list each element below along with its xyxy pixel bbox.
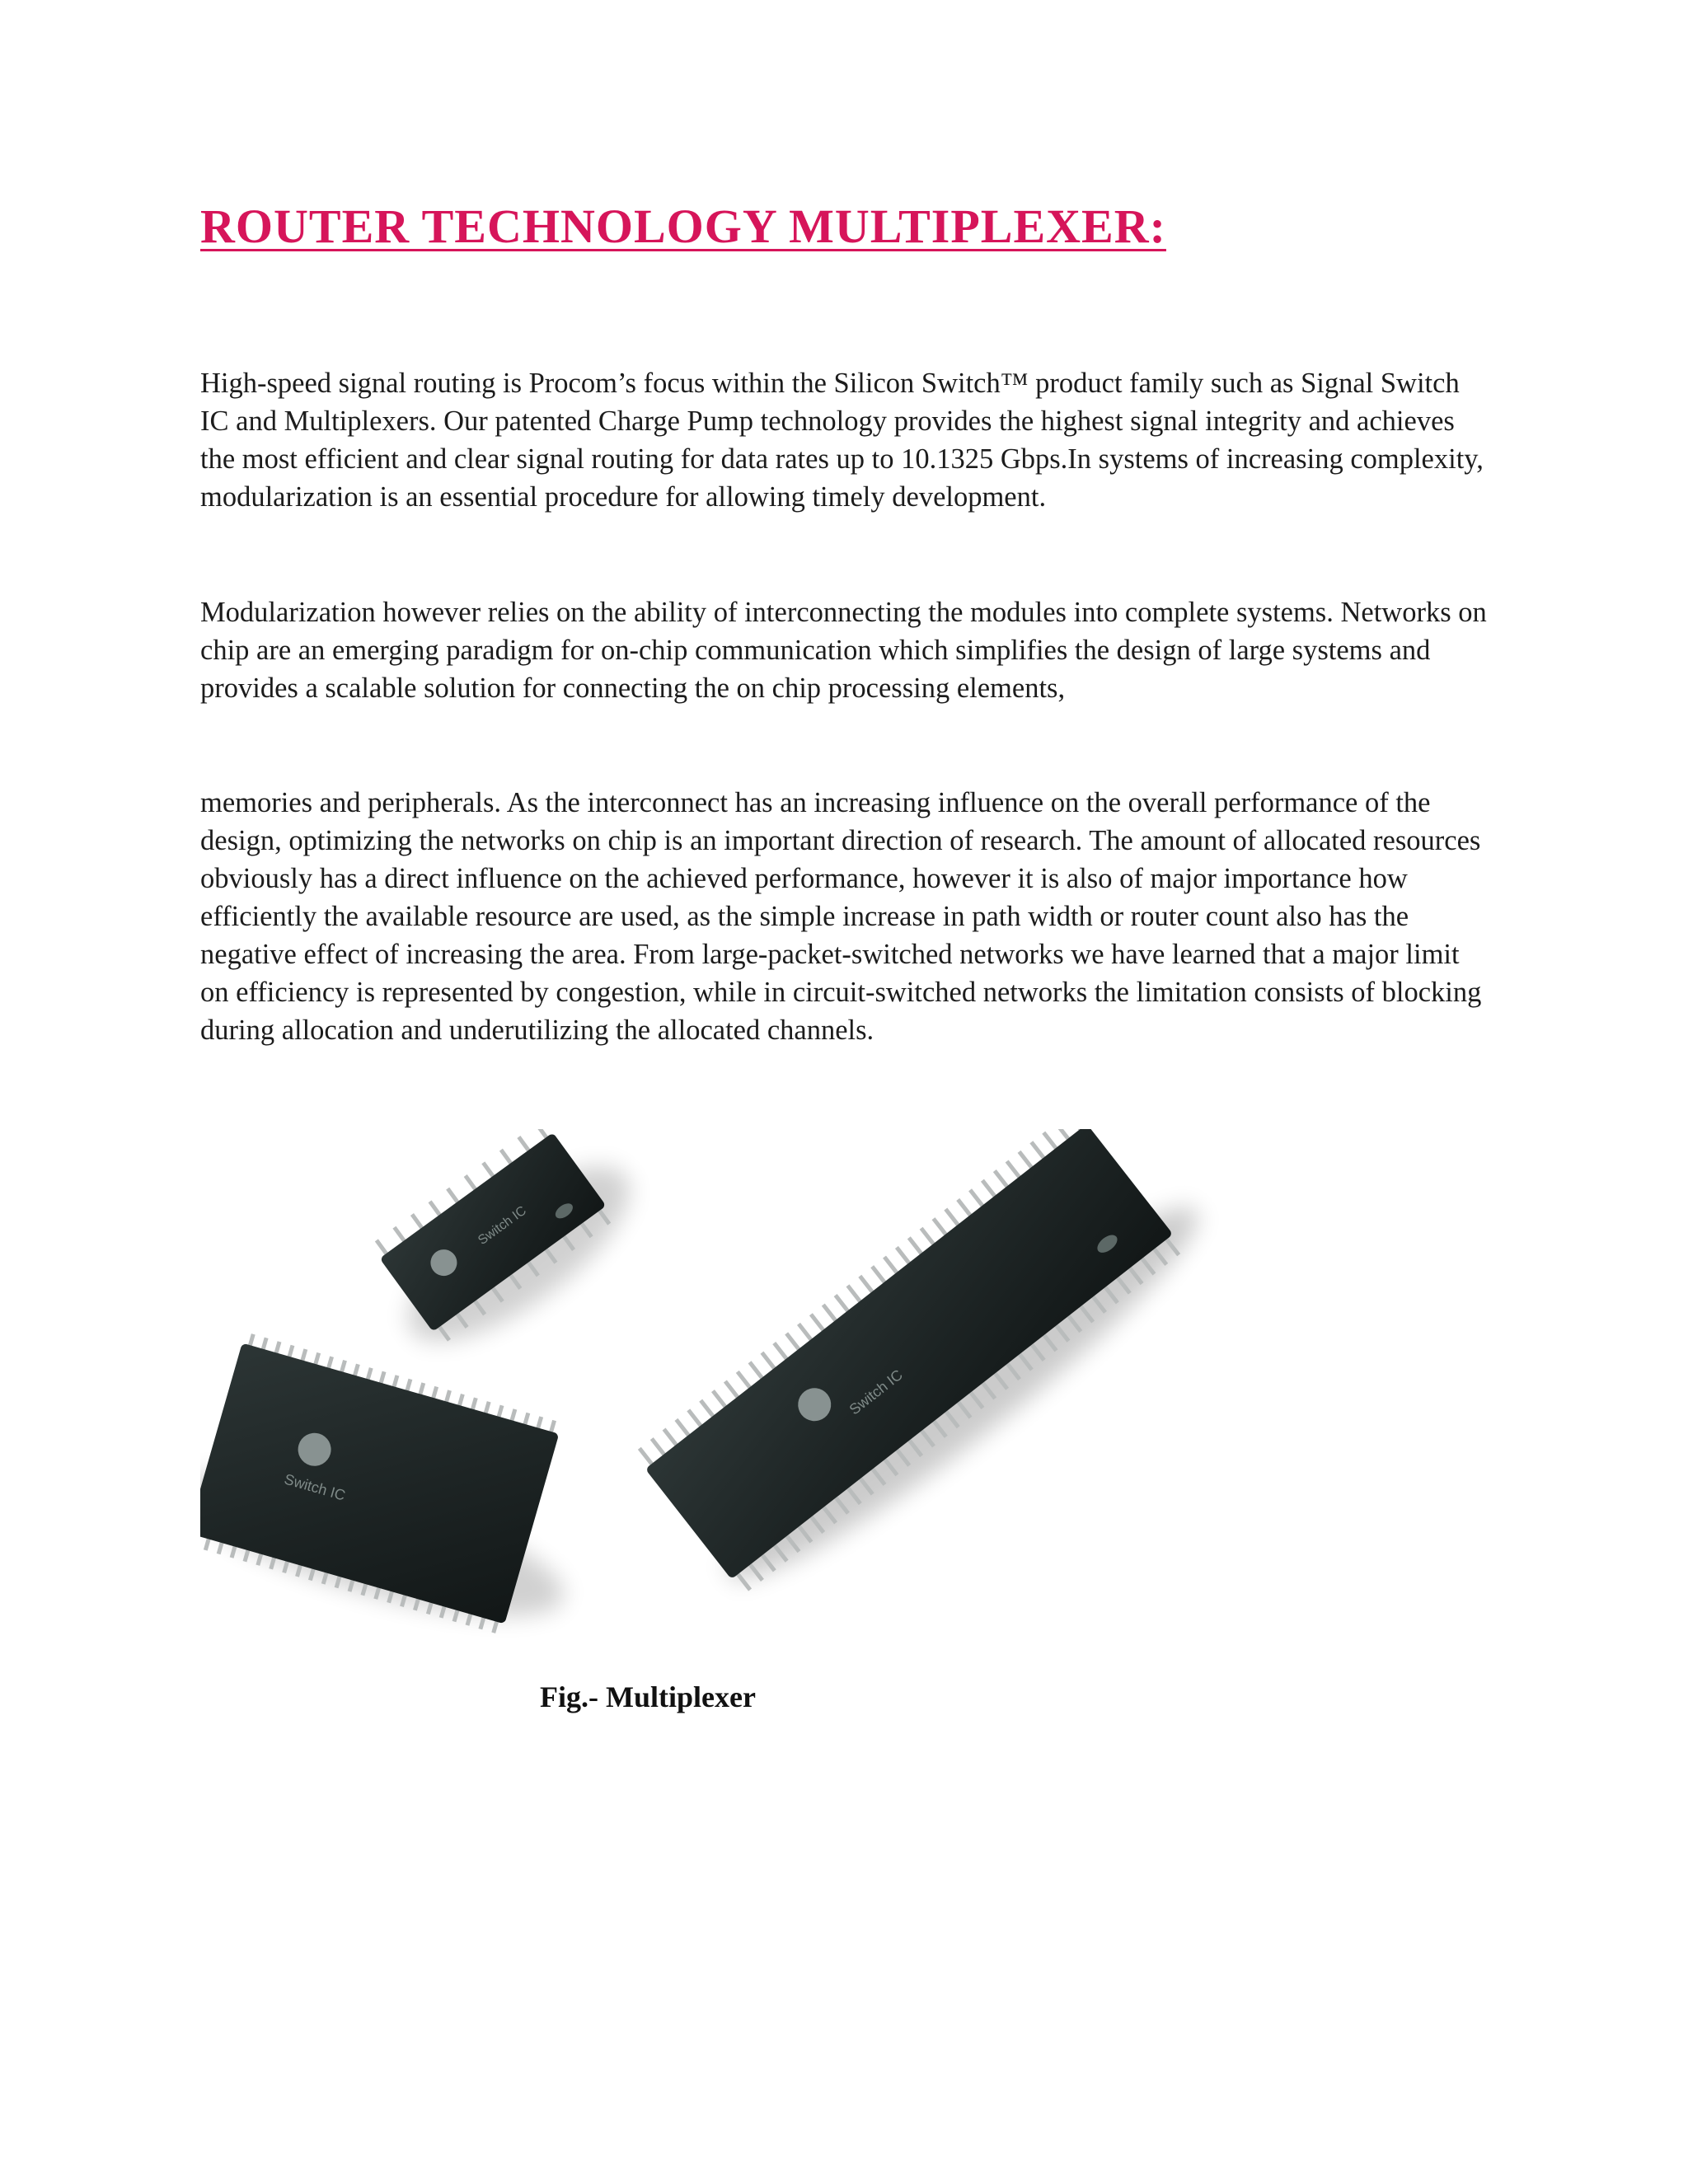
chip-pin bbox=[724, 1380, 740, 1399]
left-chip bbox=[200, 1328, 610, 1649]
chip-pin bbox=[663, 1428, 679, 1448]
chip-pin bbox=[638, 1447, 654, 1467]
figure-caption: Fig.- Multiplexer bbox=[540, 1680, 756, 1713]
chip-pin bbox=[772, 1342, 789, 1361]
chip-pin bbox=[650, 1437, 667, 1457]
chip-pin bbox=[822, 1304, 838, 1324]
paragraph-1: High-speed signal routing is Procom’s focus within the Silicon Switch™ product family such as Signal Switch IC and Multiplexers. Our patented Charge Pump technology provides the highest signal integrity and achieves the most efficient and clear signal routing for data rates up to 10.1325 Gbps.In systems of increasing complexity, modularization is an essential procedure for allowing timely development. bbox=[200, 368, 1484, 513]
page-heading: ROUTER TECHNOLOGY MULTIPLEXER: bbox=[200, 199, 1166, 253]
chip-pin bbox=[834, 1294, 851, 1314]
chip-pin bbox=[944, 1208, 960, 1228]
chip-pin bbox=[1018, 1151, 1034, 1170]
chip-pin bbox=[883, 1256, 899, 1276]
multiplexer-figure bbox=[200, 1129, 1354, 1657]
paragraph-2: Modularization however relies on the ability of interconnecting the modules into complete systems. Networks on chip are an emerging paradigm for on-chip communication which simplifies the design of large systems and provides a scalable solution for connecting the on chip processing elements, bbox=[200, 597, 1487, 704]
chip-label-large: Switch IC bbox=[846, 1366, 906, 1418]
chip-pin bbox=[809, 1313, 826, 1333]
chip-pin bbox=[687, 1408, 703, 1428]
multiplexer-chips-illustration bbox=[200, 1129, 1354, 1657]
chip-pin bbox=[748, 1361, 765, 1380]
chip-pin bbox=[907, 1236, 924, 1256]
chip-pin bbox=[1006, 1160, 1022, 1179]
chip-pin bbox=[895, 1246, 912, 1266]
chip-pin bbox=[1029, 1141, 1046, 1160]
paragraph-3: memories and peripherals. As the interconnect has an increasing influence on the overall performance of the design, optimizing the networks on chip is an important direction of research. The amount of allocated resources obviously has a direct influence on the achieved performance, however it is also of major importance how efficiently the available resource are used, as the simple increase in path width or router count also has the negative effect of increasing the area. From large-packet-switched networks we have learned that a major limit on efficiency is represented by congestion, while in circuit-switched networks the limitation consists of blocking during allocation and underutilizing the allocated channels. bbox=[200, 787, 1482, 1046]
chip-pin bbox=[858, 1275, 874, 1295]
chip-pin bbox=[736, 1371, 753, 1390]
chip-pin bbox=[797, 1323, 814, 1343]
chip-pin bbox=[968, 1188, 985, 1208]
chip-pin bbox=[674, 1418, 691, 1438]
chip-pin bbox=[981, 1179, 997, 1199]
chip-pin bbox=[1042, 1132, 1058, 1151]
small-chip bbox=[357, 1129, 655, 1371]
chip-label-left: Switch IC bbox=[282, 1470, 348, 1504]
chip-pin bbox=[785, 1332, 801, 1352]
chip-pin bbox=[846, 1284, 863, 1304]
chip-pin bbox=[932, 1217, 949, 1237]
chip-label-small: Switch IC bbox=[476, 1203, 529, 1249]
chip-pin bbox=[870, 1265, 887, 1285]
chip-pin bbox=[711, 1390, 728, 1409]
chip-pin bbox=[920, 1227, 936, 1247]
large-chip bbox=[633, 1129, 1225, 1612]
chip-pin bbox=[699, 1399, 715, 1419]
chip-pin bbox=[993, 1169, 1010, 1189]
chip-pin bbox=[760, 1352, 776, 1371]
chip-pin bbox=[956, 1198, 973, 1218]
